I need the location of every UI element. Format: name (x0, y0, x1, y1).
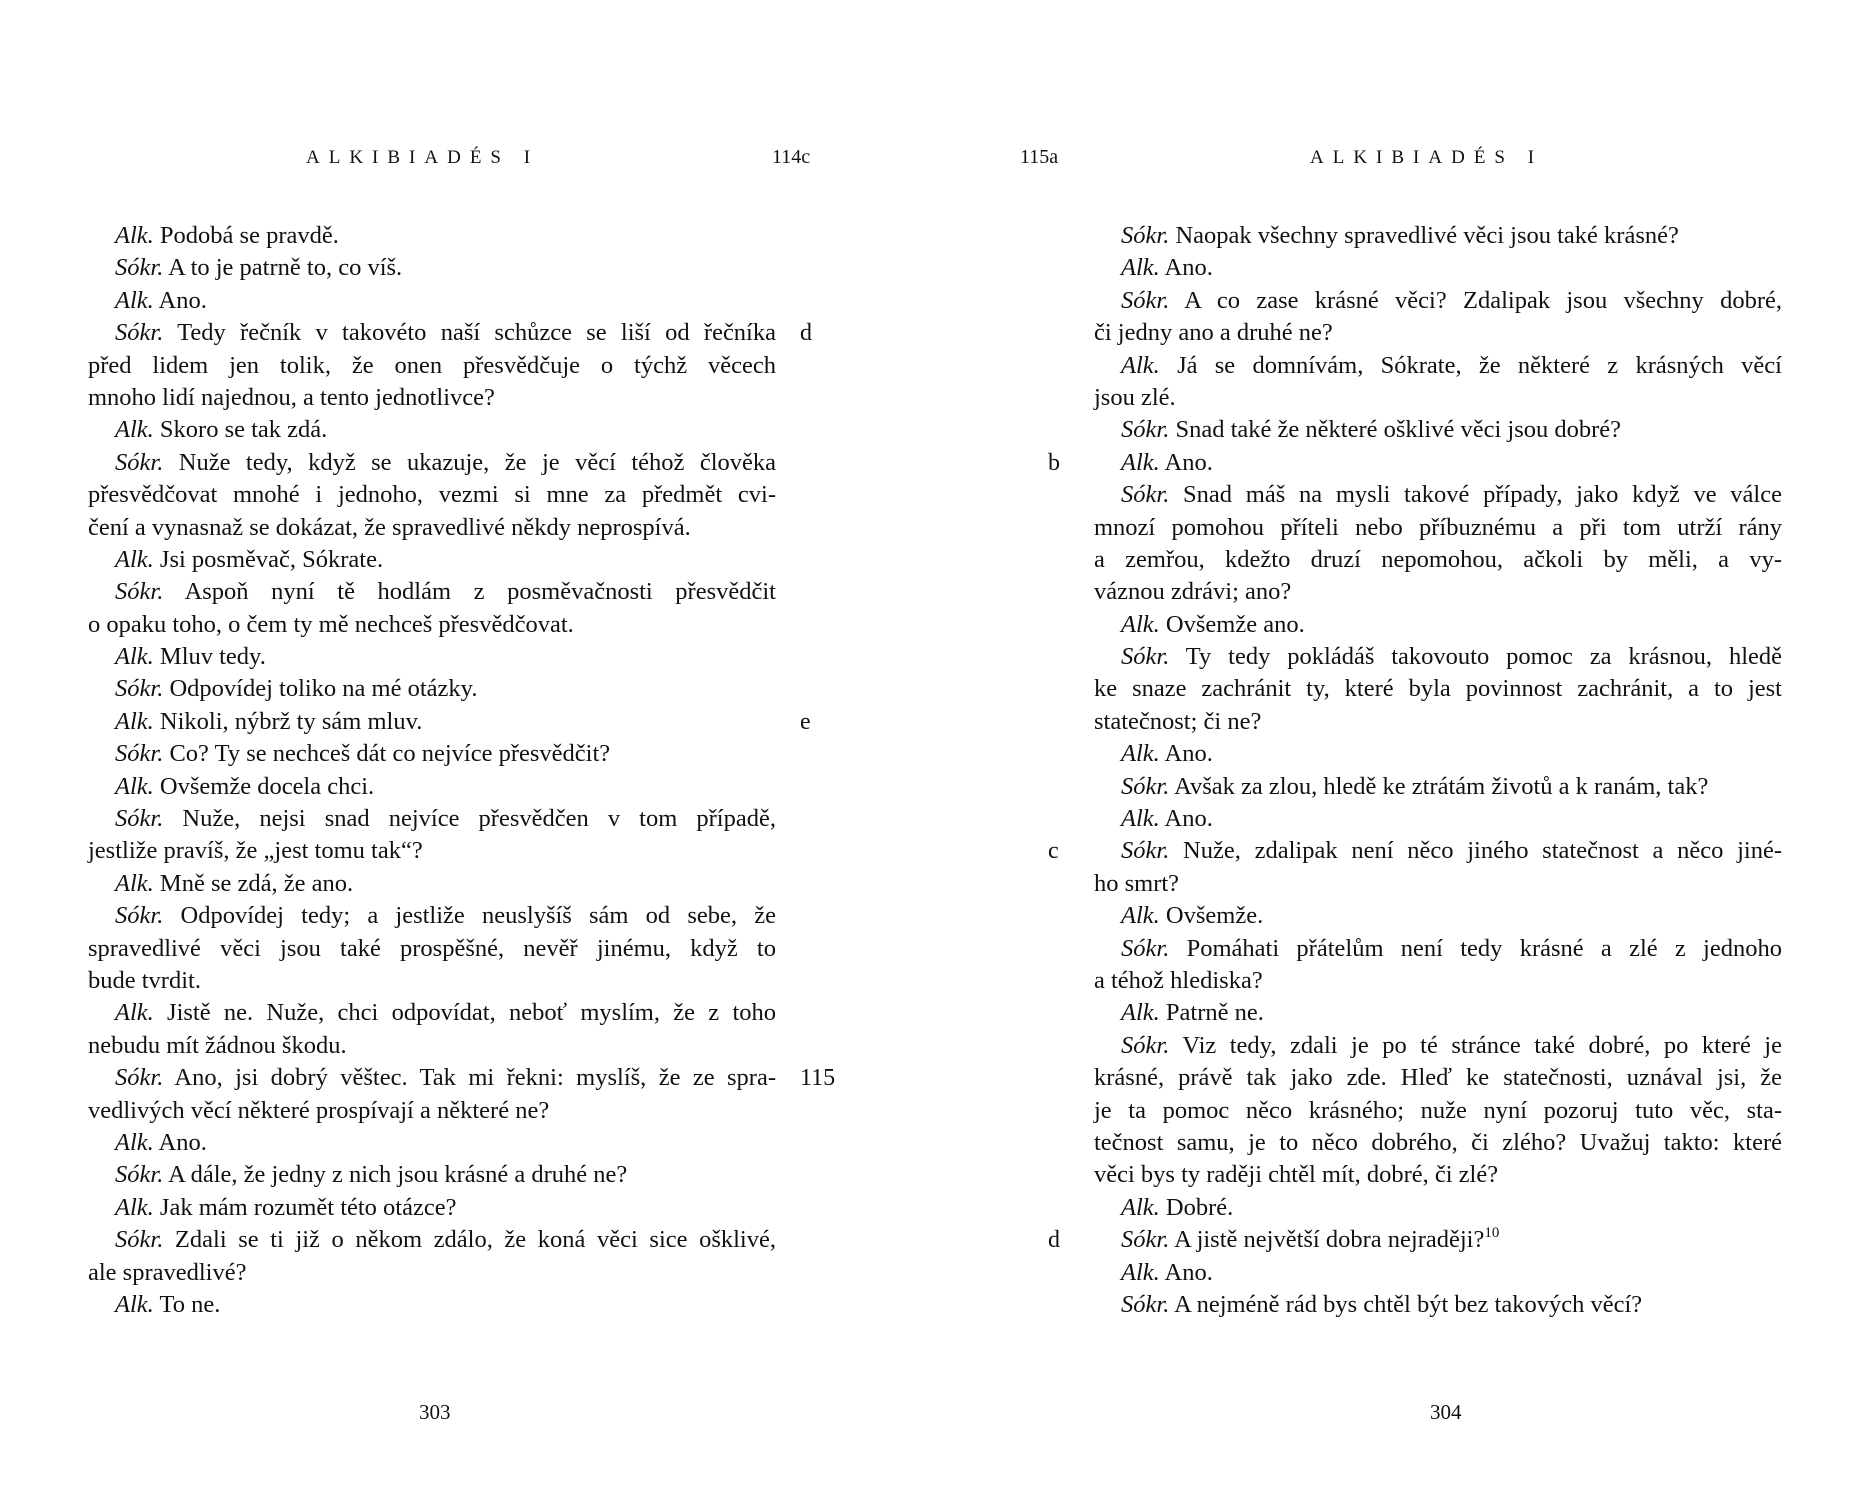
text-line (1094, 285, 1782, 317)
line-text: Dobré. (1159, 1193, 1234, 1221)
line-text: Jak mám rozumět této otázce? (153, 1193, 457, 1221)
line-text: Ano. (1159, 254, 1213, 282)
line-text: ale spravedlivé? (88, 1258, 247, 1286)
speaker-label: Sókr. (115, 578, 164, 606)
speaker-label: Sókr. (1121, 1031, 1170, 1059)
speaker-label: Sókr. (115, 1226, 164, 1254)
text-line (1094, 1159, 1782, 1191)
speaker-label: Alk. (115, 772, 154, 800)
line-text: o opaku toho, o čem ty mě nechceš přesvědčovat. (88, 610, 574, 638)
line-text: Snad také že některé ošklivé věci jsou dobré? (1169, 416, 1622, 444)
text-line (1094, 576, 1782, 608)
speaker-label: Alk. (115, 643, 154, 671)
line-text: A dále, že jedny z nich jsou krásné a druhé ne? (163, 1161, 628, 1189)
text-line (1094, 414, 1782, 446)
margin-section-mark: d (1048, 1227, 1060, 1254)
line-text: Odpovídej toliko na mé otázky. (163, 675, 478, 703)
speaker-label: Alk. (115, 222, 154, 249)
speaker-label: Sókr. (1121, 416, 1170, 444)
speaker-label: Sókr. (115, 805, 164, 833)
text-line (1094, 512, 1782, 544)
margin-section-mark: b (1048, 449, 1060, 476)
text-line (88, 965, 776, 997)
line-text: věci bys ty raději chtěl mít, dobré, či zlé? (1094, 1161, 1499, 1189)
speaker-label: Sókr. (115, 448, 164, 476)
line-text: Viz tedy, zdali je po té stránce také dobré, po které je (1169, 1031, 1782, 1059)
text-line (88, 447, 776, 479)
line-text: váznou zdrávi; ano? (1094, 578, 1292, 606)
speaker-label: Alk. (115, 1290, 154, 1318)
line-text: Co? Ty se nechceš dát co nejvíce přesvědčit? (163, 740, 611, 768)
line-text: Podobá se pravdě. (153, 222, 339, 249)
margin-section-mark: e (800, 708, 811, 735)
speaker-label: Alk. (115, 999, 154, 1027)
line-text: Ano. (1159, 1258, 1213, 1286)
text-line (1094, 868, 1782, 900)
text-line (1048, 1224, 1782, 1256)
line-text: Jsi posměvač, Sókrate. (153, 545, 384, 573)
speaker-label: Alk. (115, 1128, 154, 1156)
line-text: Ano. (153, 1128, 207, 1156)
text-line (1094, 479, 1782, 511)
text-line (1094, 350, 1782, 382)
text-line (1094, 1257, 1782, 1289)
text-line (88, 641, 776, 673)
line-text: Skoro se tak zdá. (153, 416, 328, 444)
speaker-label: Sókr. (115, 1161, 164, 1189)
text-line (88, 868, 776, 900)
line-text: Nuže, zdalipak není něco jiného statečnost a něco jiné- (1169, 837, 1782, 865)
line-text: Ovšemže ano. (1159, 610, 1305, 638)
text-line (88, 803, 776, 835)
line-text: je ta pomoc něco krásného; nuže nyní pozoruj tuto věc, sta- (1094, 1096, 1782, 1124)
text-line (1094, 382, 1782, 414)
margin-section-mark: d (800, 320, 812, 347)
line-text: A co zase krásné věci? Zdalipak jsou všechny dobré, (1169, 286, 1782, 314)
line-text: krásné, právě tak jako zde. Hleď ke statečnosti, uznával jsi, že (1094, 1064, 1782, 1092)
speaker-label: Alk. (1121, 254, 1160, 282)
text-line (88, 771, 776, 803)
text-line (88, 285, 776, 317)
line-text: před lidem jen tolik, že onen přesvědčuje o týchž věcech (88, 351, 776, 379)
text-line (1094, 544, 1782, 576)
line-text: jestliže pravíš, že „jest tomu tak“? (88, 837, 423, 865)
text-line (1094, 1127, 1782, 1159)
speaker-label: Alk. (1121, 1258, 1160, 1286)
text-line (1094, 803, 1782, 835)
speaker-label: Alk. (1121, 805, 1160, 833)
text-line (1094, 673, 1782, 705)
line-text: Pomáhati přátelům není tedy krásné a zlé z jednoho (1169, 934, 1782, 962)
text-line (1094, 641, 1782, 673)
speaker-label: Alk. (115, 1193, 154, 1221)
line-text: Ano, jsi dobrý věštec. Tak mi řekni: myslíš, že ze spra- (163, 1064, 776, 1092)
line-text: a téhož hlediska? (1094, 966, 1263, 994)
right-running-title: ALKIBIADÉS I (1310, 147, 1544, 168)
line-text: Zdali se ti již o někom zdálo, že koná věci sice ošklivé, (163, 1226, 776, 1254)
line-text: Ty tedy pokládáš takovouto pomoc za krásnou, hledě (1169, 643, 1782, 671)
line-text: Ano. (153, 286, 207, 314)
text-line (88, 350, 776, 382)
line-text: Nuže, nejsi snad nejvíce přesvědčen v tom případě, (163, 805, 776, 833)
text-line (88, 609, 776, 641)
line-text: mnozí pomohou příteli nebo příbuznému a při tom utrží rány (1094, 513, 1782, 541)
footnote-ref: 10 (1484, 1225, 1500, 1242)
text-line (88, 544, 776, 576)
text-line (1094, 1030, 1782, 1062)
line-text: Nuže tedy, když se ukazuje, že je věcí téhož člověka (163, 448, 776, 476)
speaker-label: Sókr. (115, 902, 164, 930)
left-page-text (88, 220, 836, 1321)
speaker-label: Sókr. (1121, 1226, 1170, 1254)
text-line (88, 1095, 776, 1127)
line-text: přesvědčovat mnohé i jednoho, vezmi si mne za předmět cvi- (88, 481, 776, 509)
speaker-label: Alk. (115, 707, 154, 735)
text-line (88, 1030, 776, 1062)
line-text: Ano. (1159, 448, 1213, 476)
speaker-label: Sókr. (115, 319, 164, 347)
speaker-label: Alk. (115, 286, 154, 314)
text-line (88, 479, 776, 511)
text-line (88, 706, 811, 738)
line-text: Patrně ne. (1159, 999, 1264, 1027)
line-text: nebudu mít žádnou škodu. (88, 1031, 347, 1059)
line-text: Avšak za zlou, hledě ke ztrátám životů a k ranám, tak? (1169, 772, 1709, 800)
line-text: ho smrt? (1094, 869, 1180, 897)
speaker-label: Sókr. (1121, 837, 1170, 865)
text-line (1094, 771, 1782, 803)
line-text: Snad máš na mysli takové případy, jako když ve válce (1169, 481, 1782, 509)
speaker-label: Sókr. (115, 254, 164, 282)
text-line (1094, 317, 1782, 349)
speaker-label: Sókr. (1121, 643, 1170, 671)
line-text: vedlivých věcí některé prospívají a některé ne? (88, 1096, 550, 1124)
line-text: Jistě ne. Nuže, chci odpovídat, neboť myslím, že z toho (153, 999, 776, 1027)
line-text: Nikoli, nýbrž ty sám mluv. (153, 707, 423, 735)
left-running-title: ALKIBIADÉS I (306, 147, 540, 168)
speaker-label: Alk. (115, 545, 154, 573)
text-line (1094, 1192, 1782, 1224)
text-line (1094, 252, 1782, 284)
speaker-label: Sókr. (1121, 481, 1170, 509)
line-text: Já se domnívám, Sókrate, že některé z krásných věcí (1159, 351, 1782, 379)
speaker-label: Sókr. (115, 740, 164, 768)
line-text: A nejméně rád bys chtěl být bez takových věcí? (1169, 1290, 1643, 1318)
speaker-label: Alk. (1121, 1193, 1160, 1221)
text-line (88, 252, 776, 284)
line-text: jsou zlé. (1094, 383, 1176, 411)
line-text: To ne. (153, 1290, 221, 1318)
text-line (88, 738, 776, 770)
text-line (1094, 1062, 1782, 1094)
text-line (88, 382, 776, 414)
text-line (88, 673, 776, 705)
line-text: Mně se zdá, že ano. (153, 869, 354, 897)
text-line (88, 1289, 776, 1321)
line-text: Tedy řečník v takovéto naší schůzce se liší od řečníka (163, 319, 776, 347)
speaker-label: Sókr. (1121, 934, 1170, 962)
speaker-label: Alk. (1121, 740, 1160, 768)
text-line (1094, 220, 1782, 252)
speaker-label: Sókr. (1121, 222, 1170, 249)
speaker-label: Sókr. (1121, 1290, 1170, 1318)
text-line (88, 414, 776, 446)
left-stephanus-ref: 114c (772, 146, 811, 168)
line-text: mnoho lidí najednou, a tento jednotlivce? (88, 383, 495, 411)
text-line (88, 1159, 776, 1191)
text-line (1094, 900, 1782, 932)
line-text: Odpovídej tedy; a jestliže neuslyšíš sám od sebe, že (163, 902, 776, 930)
line-text: Ano. (1159, 740, 1213, 768)
speaker-label: Sókr. (115, 675, 164, 703)
text-line (1094, 997, 1782, 1029)
speaker-label: Sókr. (1121, 286, 1170, 314)
speaker-label: Sókr. (115, 1064, 164, 1092)
speaker-label: Sókr. (1121, 772, 1170, 800)
line-text: Ano. (1159, 805, 1213, 833)
line-text: bude tvrdit. (88, 966, 201, 994)
margin-section-mark: 115 (800, 1065, 836, 1092)
text-line (88, 1257, 776, 1289)
text-line (88, 933, 776, 965)
text-line (1094, 609, 1782, 641)
line-text: Mluv tedy. (153, 643, 266, 671)
left-page-number: 303 (419, 1400, 451, 1424)
right-page-number: 304 (1430, 1400, 1462, 1424)
text-line (88, 1224, 776, 1256)
text-line (88, 1192, 776, 1224)
speaker-label: Alk. (1121, 610, 1160, 638)
text-line (88, 220, 776, 252)
line-text: čení a vynasnaž se dokázat, že spravedlivé někdy neprospívá. (88, 513, 691, 541)
line-text: statečnost; či ne? (1094, 707, 1262, 735)
text-line (88, 835, 776, 867)
right-page-text (1048, 220, 1782, 1321)
text-line (1094, 706, 1782, 738)
line-text: tečnost samu, je to něco dobrého, či zlého? Uvažuj takto: které (1094, 1128, 1782, 1156)
text-line (88, 317, 812, 349)
speaker-label: Alk. (1121, 351, 1160, 379)
speaker-label: Alk. (1121, 448, 1160, 476)
line-text: Aspoň nyní tě hodlám z posměvačnosti přesvědčit (163, 578, 776, 606)
text-line (88, 512, 776, 544)
line-text: A to je patrně to, co víš. (163, 254, 403, 282)
line-text: Naopak všechny spravedlivé věci jsou také krásné? (1169, 222, 1679, 249)
line-text: či jedny ano a druhé ne? (1094, 319, 1333, 347)
margin-section-mark: c (1048, 838, 1059, 865)
text-line (1094, 965, 1782, 997)
text-line (1094, 1095, 1782, 1127)
speaker-label: Alk. (115, 416, 154, 444)
text-line (88, 576, 776, 608)
text-line (88, 1062, 836, 1094)
line-text: Ovšemže docela chci. (153, 772, 375, 800)
text-line (1094, 738, 1782, 770)
text-line (1048, 447, 1782, 479)
text-line (88, 900, 776, 932)
line-text: ke snaze zachránit ty, které byla povinnost zachránit, a to jest (1094, 675, 1782, 703)
text-line (1094, 1289, 1782, 1321)
text-line (1048, 835, 1782, 867)
line-text: A jistě největší dobra nejraději? (1169, 1226, 1485, 1254)
speaker-label: Alk. (115, 869, 154, 897)
speaker-label: Alk. (1121, 999, 1160, 1027)
line-text: spravedlivé věci jsou také prospěšné, nevěř jinému, když to (88, 934, 776, 962)
text-line (1094, 933, 1782, 965)
line-text: Ovšemže. (1159, 902, 1264, 930)
text-line (88, 1127, 776, 1159)
right-stephanus-ref: 115a (1020, 146, 1059, 168)
line-text: a zemřou, kdežto druzí nepomohou, ačkoli by měli, a vy- (1094, 545, 1782, 573)
text-line (88, 997, 776, 1029)
speaker-label: Alk. (1121, 902, 1160, 930)
